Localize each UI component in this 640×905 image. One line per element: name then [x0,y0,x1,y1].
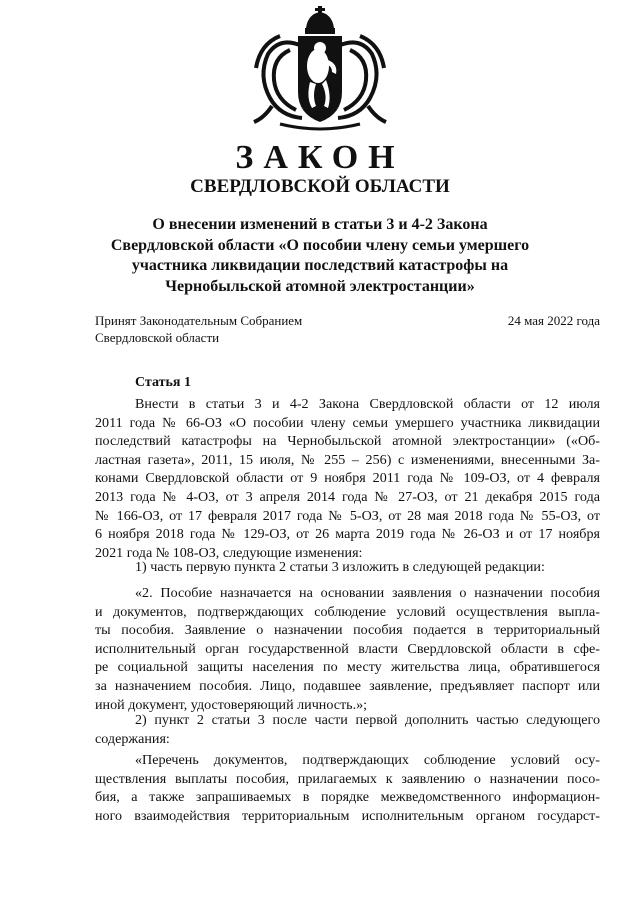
right-ornament-icon [338,36,386,122]
subject-line: О внесении изменений в статьи 3 и 4-2 Закона [152,216,488,233]
paragraph-intro [95,395,600,562]
subject-line: участника ликвидации последствий катастрофы на [131,257,509,274]
text-line: последствий катастрофы на Чернобыльской атомной электростанции» («Об- [95,433,600,450]
text-line: и документов, подтверждающих соблюдение условий осуществления выпла- [95,603,600,620]
text-line: 1) часть первую пункта 2 статьи 3 изложить в следующей редакции: [135,559,545,575]
text-line: ты пособия. Заявление о назначении пособия подается в территориальный [95,622,600,639]
text-line: 2021 года № 108-ОЗ, следующие изменения: [95,544,363,561]
text-line: 2011 года № 66-ОЗ «О пособии члену семьи умершего участника ликвидации [95,414,600,431]
ribbon-icon [280,124,360,129]
text-line: ществления выплаты пособия, прилагаемых к заявлению о назначении посо- [95,770,600,787]
subject-line: Чернобыльской атомной электростанции» [165,277,475,295]
text-line: конами Свердловской области от 9 ноября 2011 года № 109-ОЗ, от 4 февраля [95,470,600,487]
left-ornament-icon [254,36,302,122]
text-line: ного взаимодействия территориальным исполнительным органом государст- [95,807,600,824]
adopted-line: Свердловской области [95,330,220,345]
text-line: 2013 года № 4-ОЗ, от 3 апреля 2014 года № 27-ОЗ, от 21 декабря 2015 года [95,488,600,505]
text-line: содержания: [95,730,170,747]
coat-of-arms-emblem [250,6,390,134]
text-line: бия, а также запрашиваемых в порядке межведомственного информацион- [95,789,600,806]
text-line: иной документ, удостоверяющий личность.»; [95,696,368,713]
adopted-date: 24 мая 2022 года [507,313,600,328]
text-line: ре социальной защиты населения по месту жительства лица, обратившегося [95,659,600,676]
text-line: № 166-ОЗ, от 17 февраля 2017 года № 5-ОЗ, от 28 мая 2018 года № 55-ОЗ, от [95,507,600,524]
adopted-by [95,312,302,346]
text-line: 6 ноября 2018 года № 129-ОЗ, от 26 марта 2019 года № 26-ОЗ и от 17 ноября [95,526,600,543]
text-line: «2. Пособие назначается на основании заявления о назначении пособия [135,585,600,601]
law-title: ЗАКОН [235,139,405,176]
paragraph-item-2 [95,711,600,748]
text-line: Внести в статьи 3 и 4-2 Закона Свердловской области от 12 июля [135,396,600,412]
law-subject [60,215,580,297]
region-name: СВЕРДЛОВСКОЙ ОБЛАСТИ [190,176,450,197]
text-line: «Перечень документов, подтверждающих соблюдение условий осу- [135,752,600,768]
paragraph-item-1 [95,558,600,577]
crown-icon [305,6,335,34]
adopted-line: Принят Законодательным Собранием [95,313,303,328]
subject-line: Свердловской области «О пособии члену семьи умершего [110,236,530,254]
text-line: исполнительный орган государственной власти Свердловской области в сфе- [95,640,600,657]
paragraph-quote-2 [95,751,600,825]
paragraph-quote-1 [95,584,600,714]
text-line: 2) пункт 2 статьи 3 после части первой дополнить частью следующего [135,712,600,728]
text-line: ластная газета», 2011, 15 июля, № 255 – 256) с изменениями, внесенными За- [95,451,600,468]
article-heading: Статья 1 [135,375,191,390]
text-line: за назначением пособия. Лицо, подавшее заявление, предъявляет паспорт или [95,677,600,694]
